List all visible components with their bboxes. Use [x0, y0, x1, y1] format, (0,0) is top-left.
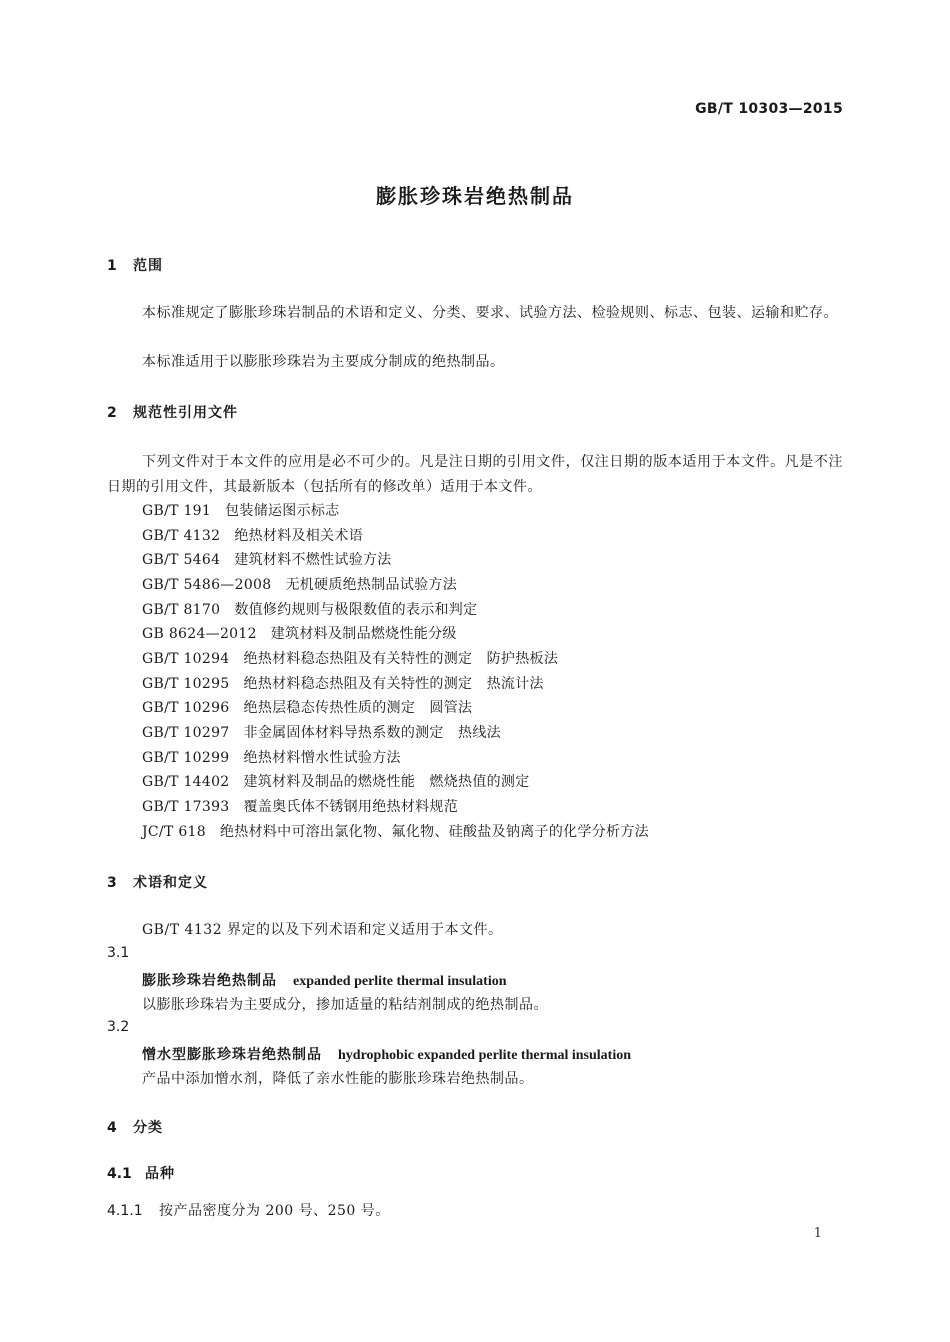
subsection-4-1-heading: [107, 1163, 175, 1183]
reference-item: [142, 796, 458, 816]
term-name-en: expanded perlite thermal insulation: [293, 974, 507, 989]
reference-code: GB/T 5464: [142, 552, 221, 568]
term-number: 3.2: [107, 1019, 130, 1035]
reference-code: GB 8624—2012: [142, 626, 257, 642]
reference-title: 建筑材料及制品的燃烧性能 燃烧热值的测定: [243, 774, 530, 790]
document-title: 膨胀珍珠岩绝热制品: [376, 184, 574, 208]
subsection-number: 4.1: [107, 1166, 132, 1182]
scope-paragraph-1: 本标准规定了膨胀珍珠岩制品的术语和定义、分类、要求、试验方法、检验规则、标志、包装、运输和贮存。: [142, 305, 838, 321]
reference-item: [142, 500, 340, 520]
section-title: 术语和定义: [133, 875, 208, 891]
reference-title: 非金属固体材料导热系数的测定 热线法: [243, 725, 501, 741]
section-title: 规范性引用文件: [133, 405, 238, 421]
clause-number: 4.1.1: [107, 1203, 143, 1219]
reference-item: [142, 722, 501, 742]
clause-text: 按产品密度分为 200 号、250 号。: [159, 1203, 390, 1219]
section-3-heading: [107, 872, 208, 892]
reference-code: GB/T 10296: [142, 700, 230, 716]
term-definition: 产品中添加憎水剂，降低了亲水性能的膨胀珍珠岩绝热制品。: [142, 1071, 534, 1087]
standard-code: GB/T 10303—2015: [695, 101, 843, 117]
reference-code: GB/T 14402: [142, 774, 230, 790]
normative-references-intro: 下列文件对于本文件的应用是必不可少的。凡是注日期的引用文件，仅注日期的版本适用于本文件。凡是不注日期的引用文件，其最新版本（包括所有的修改单）适用于本文件。: [107, 454, 843, 495]
reference-item: [142, 549, 392, 569]
reference-title: 绝热层稳态传热性质的测定 圆管法: [243, 700, 473, 716]
section-number: 1: [107, 258, 117, 274]
reference-code: GB/T 8170: [142, 602, 221, 618]
clause-4-1-1: [107, 1200, 390, 1220]
reference-title: 无机硬质绝热制品试验方法: [285, 577, 458, 593]
reference-item: [142, 623, 457, 643]
reference-title: 绝热材料稳态热阻及有关特性的测定 防护热板法: [243, 651, 559, 667]
section-title: 范围: [133, 258, 163, 274]
reference-title: 绝热材料稳态热阻及有关特性的测定 热流计法: [243, 676, 544, 692]
term-name: [142, 970, 507, 990]
reference-item: [142, 648, 558, 668]
scope-paragraph-2: 本标准适用于以膨胀珍珠岩为主要成分制成的绝热制品。: [142, 354, 505, 370]
section-number: 3: [107, 875, 117, 891]
section-title: 分类: [133, 1120, 163, 1136]
reference-title: 包装储运图示标志: [225, 503, 340, 519]
reference-item: [142, 747, 401, 767]
reference-code: GB/T 10295: [142, 676, 230, 692]
section-number: 4: [107, 1120, 117, 1136]
term-name: [142, 1044, 631, 1064]
page-number: 1: [813, 1226, 822, 1241]
reference-code: GB/T 10299: [142, 750, 230, 766]
section-1-heading: [107, 255, 163, 275]
reference-item: [142, 574, 457, 594]
reference-item: [142, 697, 472, 717]
reference-code: GB/T 10297: [142, 725, 230, 741]
term-name-zh: 膨胀珍珠岩绝热制品: [142, 973, 277, 989]
reference-code: GB/T 17393: [142, 799, 230, 815]
reference-title: 覆盖奥氏体不锈钢用绝热材料规范: [243, 799, 459, 815]
reference-title: 数值修约规则与极限数值的表示和判定: [234, 602, 478, 618]
reference-item: [142, 771, 530, 791]
reference-title: 建筑材料不燃性试验方法: [234, 552, 392, 568]
section-4-heading: [107, 1117, 163, 1137]
term-name-zh: 憎水型膨胀珍珠岩绝热制品: [142, 1047, 322, 1063]
term-definition: 以膨胀珍珠岩为主要成分，掺加适量的粘结剂制成的绝热制品。: [142, 997, 548, 1013]
reference-item: [142, 673, 544, 693]
reference-code: GB/T 4132: [142, 528, 221, 544]
reference-title: 绝热材料中可溶出氯化物、氟化物、硅酸盐及钠离子的化学分析方法: [219, 824, 649, 840]
reference-item: [142, 599, 477, 619]
reference-title: 建筑材料及制品燃烧性能分级: [270, 626, 457, 642]
reference-code: JC/T 618: [142, 824, 206, 840]
reference-title: 绝热材料憎水性试验方法: [243, 750, 401, 766]
subsection-title: 品种: [145, 1166, 175, 1182]
term-name-en: hydrophobic expanded perlite thermal insulation: [338, 1048, 632, 1063]
reference-item: [142, 525, 363, 545]
reference-code: GB/T 10294: [142, 651, 230, 667]
section-2-heading: [107, 402, 238, 422]
reference-item: [142, 821, 649, 841]
reference-code: GB/T 191: [142, 503, 212, 519]
reference-title: 绝热材料及相关术语: [234, 528, 364, 544]
terms-intro: GB/T 4132 界定的以及下列术语和定义适用于本文件。: [142, 922, 503, 938]
reference-code: GB/T 5486—2008: [142, 577, 272, 593]
term-number: 3.1: [107, 945, 130, 961]
section-number: 2: [107, 405, 117, 421]
